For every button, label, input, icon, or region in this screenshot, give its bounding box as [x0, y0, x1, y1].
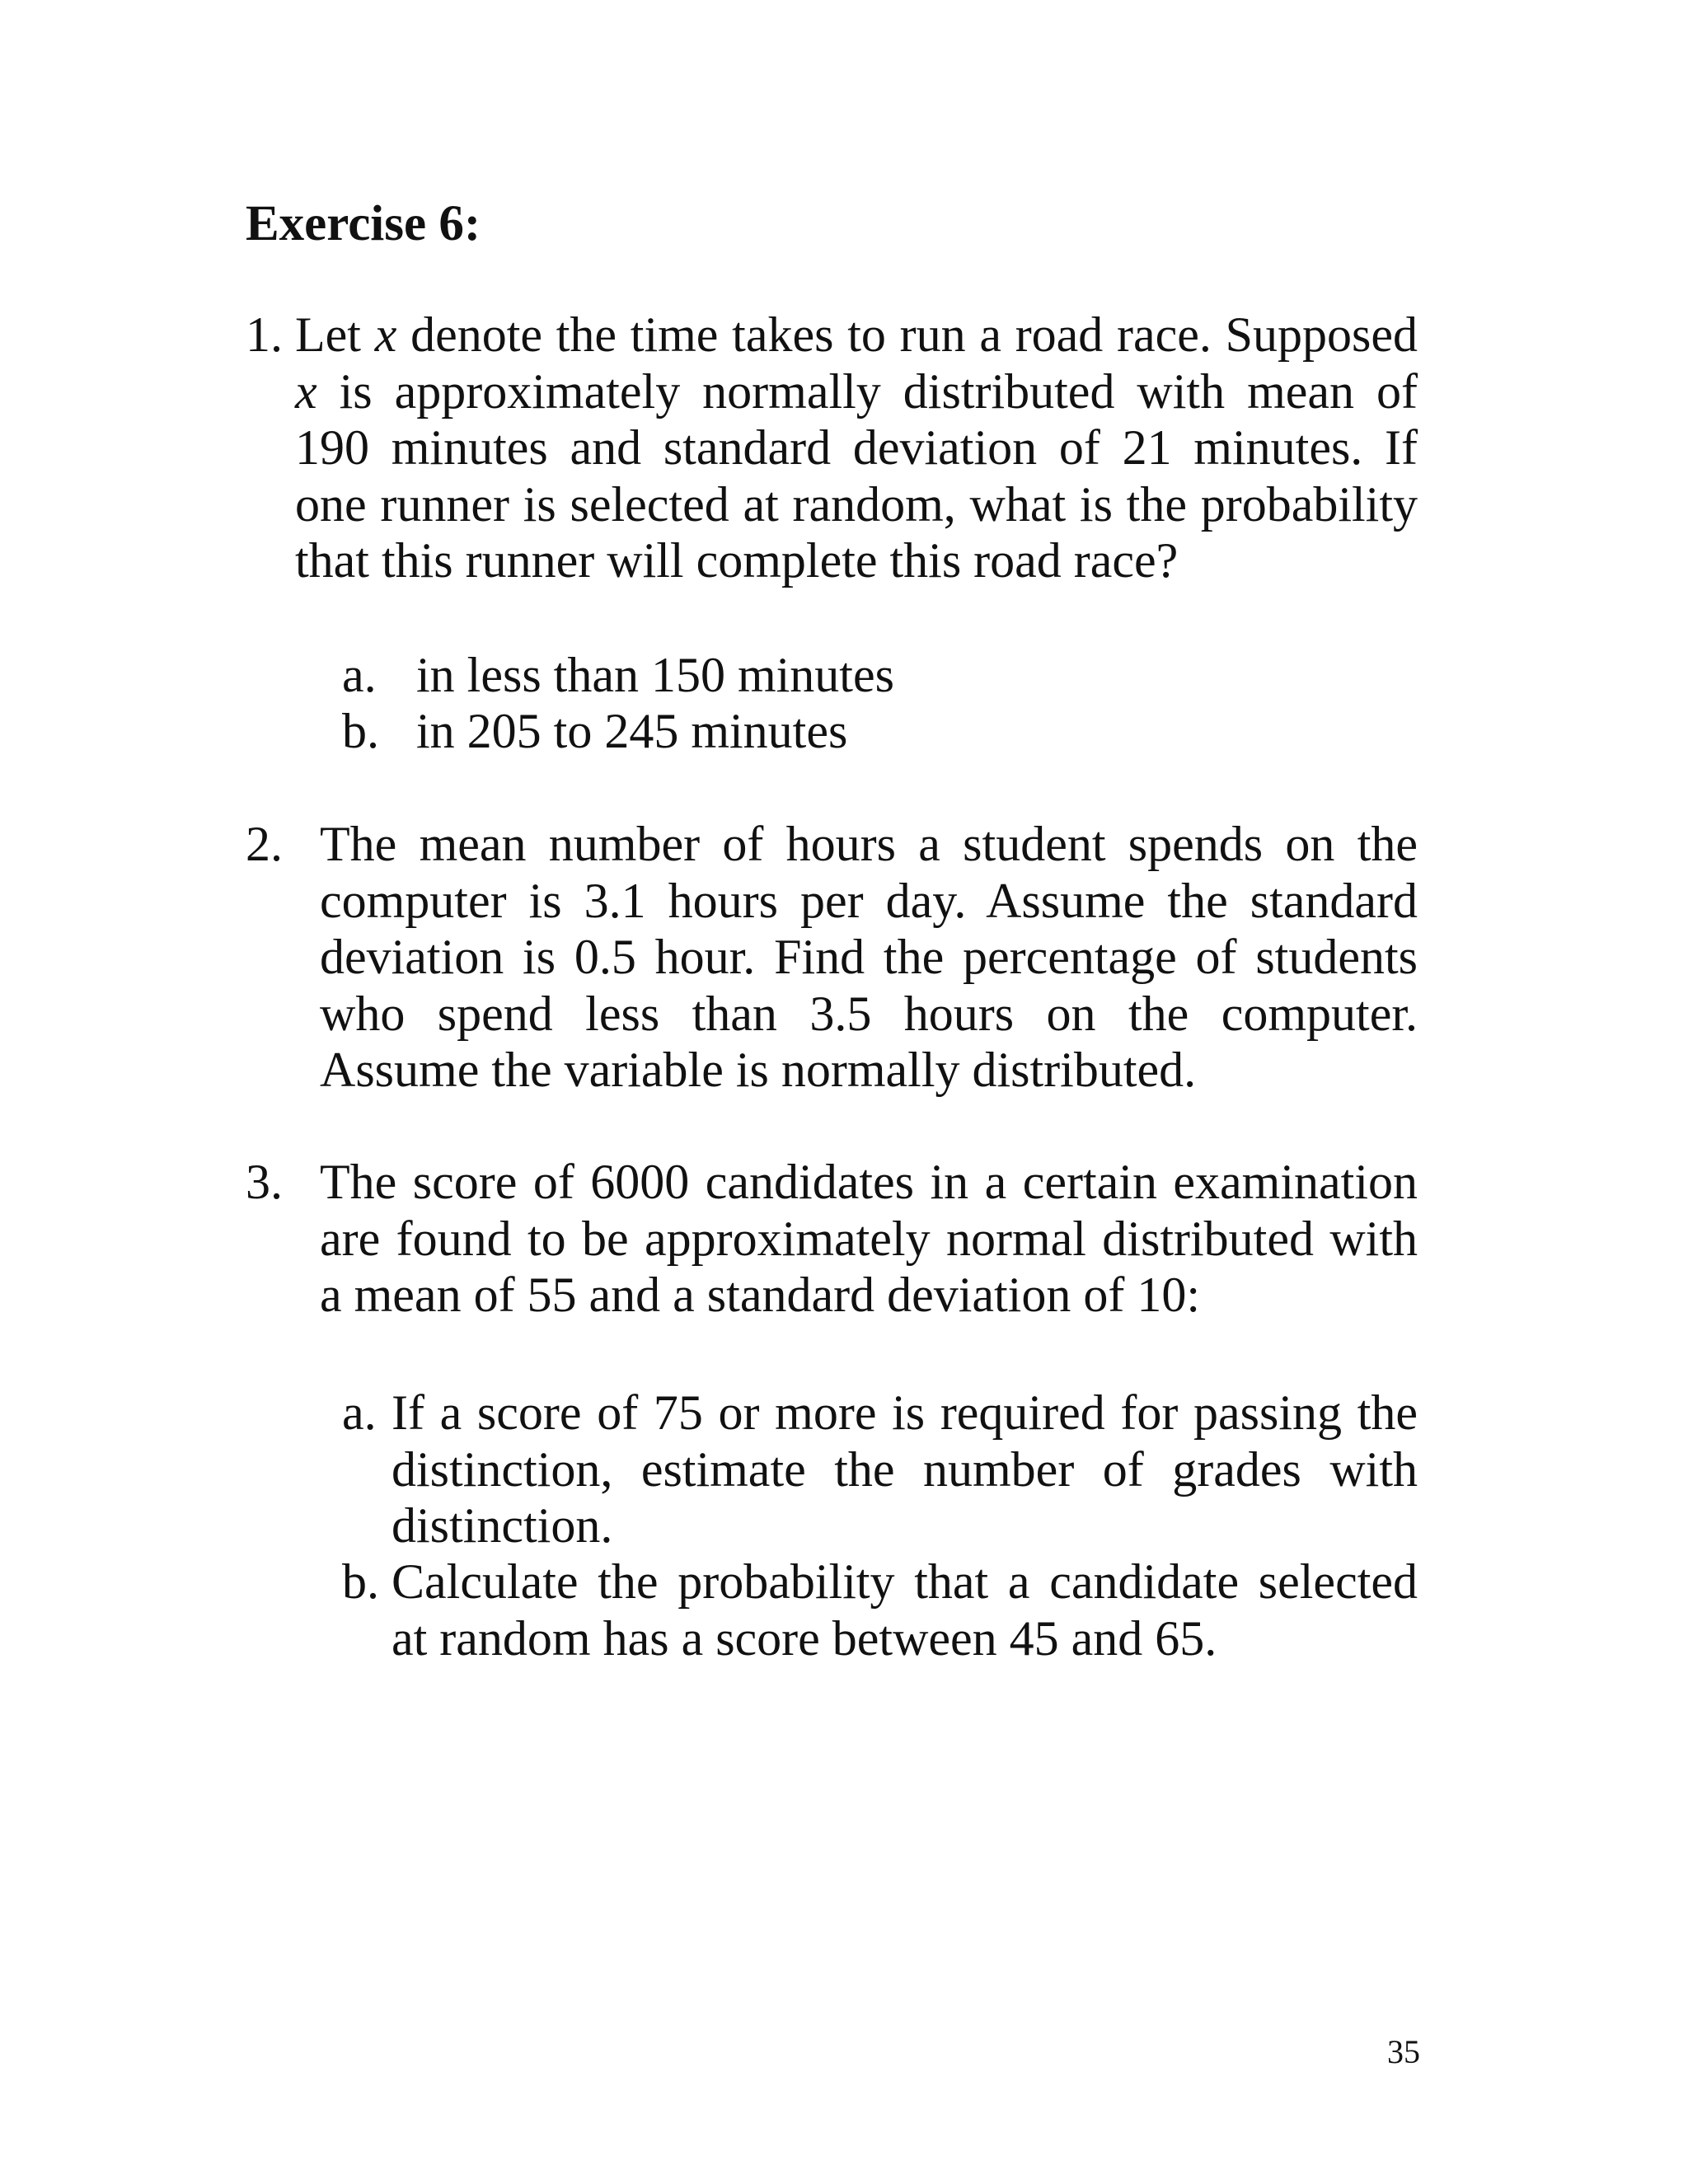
variable-x: x	[374, 307, 397, 362]
part-label: a.	[342, 1385, 377, 1440]
question-3-text: The score of 6000 candidates in a certain examination are found to be approximately normal distributed with a mean of 55 and a standard deviation of 10:	[320, 1155, 1418, 1322]
part-label: b.	[342, 704, 379, 758]
variable-x: x	[295, 363, 317, 419]
page-number: 35	[1387, 2033, 1420, 2070]
part-label: a.	[342, 648, 377, 702]
question-1-number: 1.	[246, 307, 283, 362]
question-3-part-a	[342, 1385, 1418, 1554]
question-1-part-b	[342, 703, 1084, 760]
question-1-text: Let x denote the time takes to run a road race. Supposed x is approximately normally distributed with mean of 190 minutes and standard deviation of 21 minutes. If one runner is selected at random, what is the probability that this runner will complete this road race?	[295, 307, 1418, 588]
question-3-number: 3.	[246, 1155, 283, 1209]
question-1-part-a	[342, 647, 1084, 704]
question-2-text: The mean number of hours a student spends on the computer is 3.1 hours per day. Assume the standard deviation is 0.5 hour. Find the percentage of students who spend less than 3.5 hours on the computer. Assume the variable is normally distributed.	[320, 817, 1418, 1097]
part-text: Calculate the probability that a candidate selected at random has a score between 45 and 65.	[392, 1554, 1418, 1666]
part-text: If a score of 75 or more is required for passing the distinction, estimate the number of grades with distinction.	[392, 1385, 1418, 1553]
question-1	[246, 307, 1418, 589]
question-2-number: 2.	[246, 817, 283, 871]
part-text: in 205 to 245 minutes	[416, 704, 848, 758]
part-label: b.	[342, 1554, 379, 1609]
exercise-title: Exercise 6:	[246, 196, 481, 251]
part-text: in less than 150 minutes	[416, 648, 894, 702]
question-3-part-b	[342, 1554, 1418, 1666]
question-2	[246, 816, 1418, 1099]
question-3	[246, 1154, 1418, 1324]
